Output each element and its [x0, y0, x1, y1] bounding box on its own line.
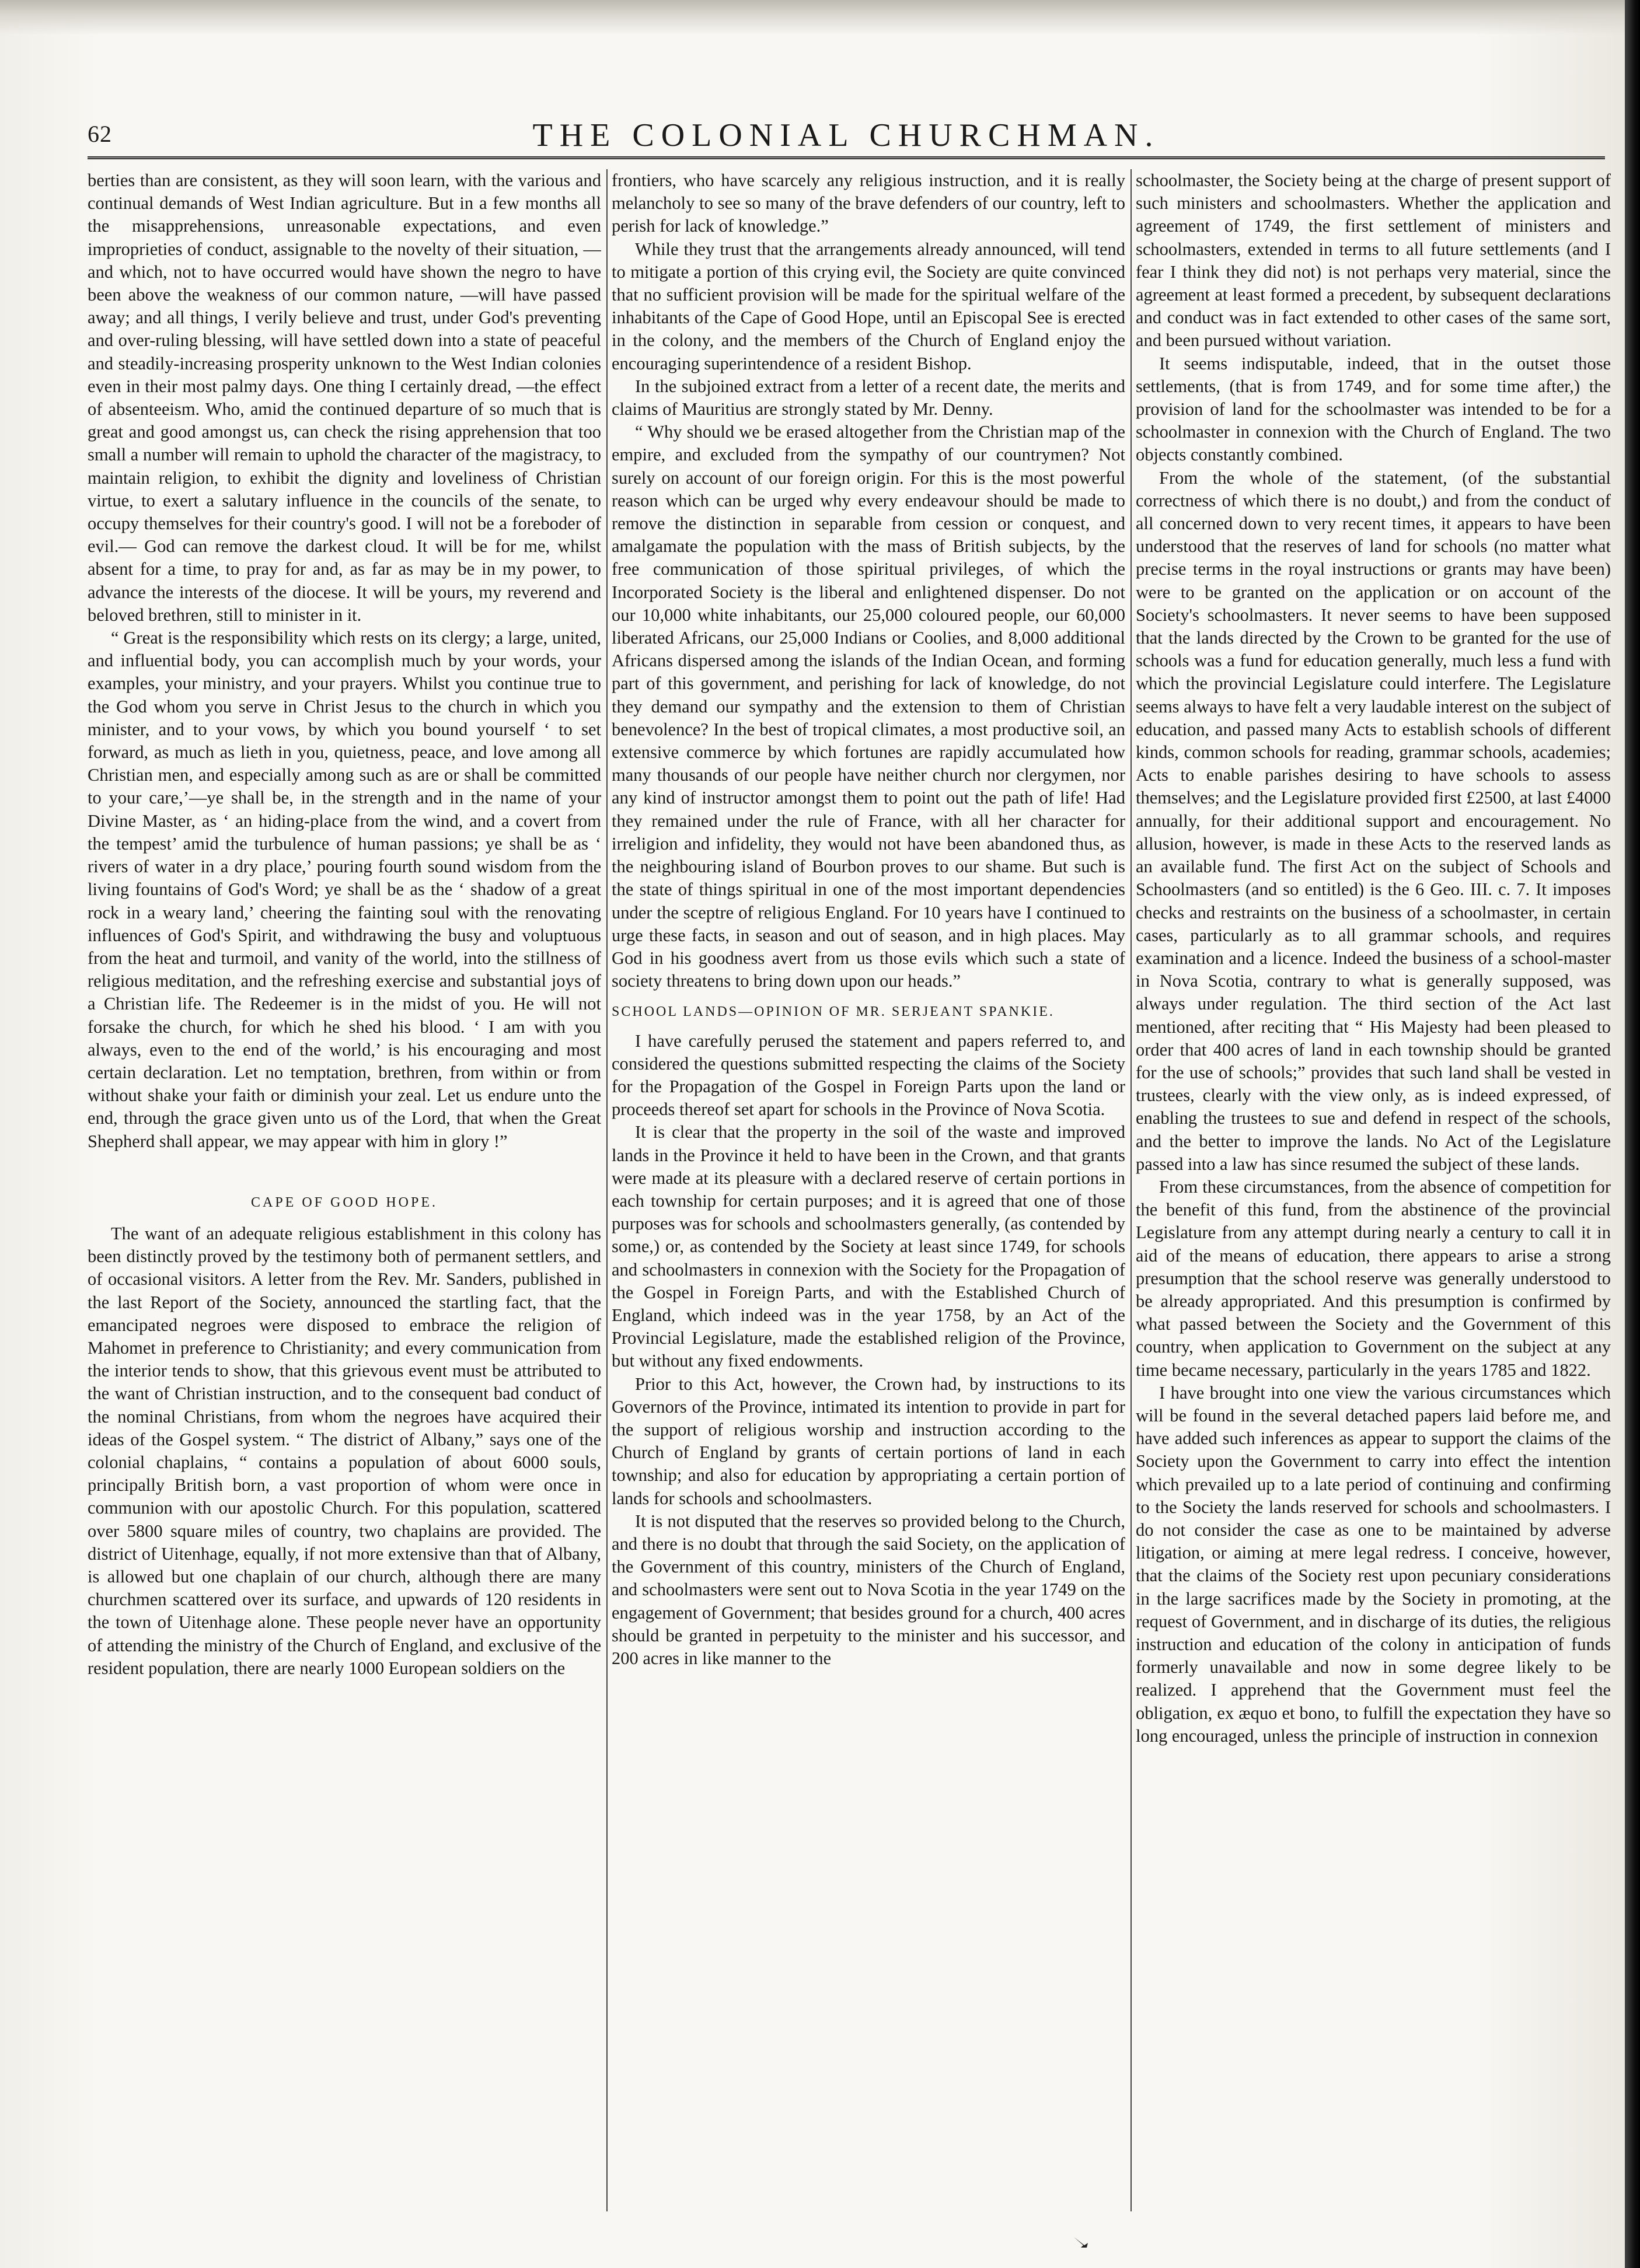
top-edge-shadow — [0, 0, 1640, 35]
paragraph: “ Great is the responsibility which rests on its clergy; a large, united, and influential body, you can accomplish much by your words, your examples, your ministry, and your prayers. Whilst you continue true to the God whom you serve in Christ Jesus to the church in which you minister, and to your vows, by which you bound yourself ‘ to set forward, as much as lieth in you, quietness, peace, and love among all Christian men, and especially among such as are or shall be committed to your care,’—ye shall be, in the strength and in the name of your Divine Master, as ‘ an hiding-place from the wind, and a covert from the tempest’ amid the turbulence of human passions; ye shall be as ‘ rivers of water in a dry place,’ pouring fourth sound wisdom from the living fountains of God's Word; ye shall be as the ‘ shadow of a great rock in a weary land,’ cheering the fainting soul with the renovating influences of God's Spirit, and withdrawing the busy and voluptuous from the heat and turmoil, and vanity of the world, into the stillness of religious meditation, and the refreshing exercise and substantial joys of a Christian life. The Redeemer is in the midst of you. He will not forsake the church, for which he shed his blood. ‘ I am with you always, even to the end of the world,’ is his encouraging and most certain declaration. Let no temptation, brethren, from within or from without shake your faith or diminish your zeal. Let us endure unto the end, through the grace given unto us of the Lord, that when the Great Shepherd shall appear, we may appear with him in glory !” — [88, 628, 601, 1151]
paragraph: While they trust that the arrangements already announced, will tend to mitigate a portion of this crying evil, the Society are quite convinced that no sufficient provision will be made for the spiritual welfare of the inhabitants of the Cape of Good Hope, until an Episcopal See is erected in the colony, and the members of the Church of England enjoy the encouraging superintendence of a resident Bishop. — [612, 239, 1125, 373]
page-number: 62 — [88, 121, 112, 147]
paragraph: From the whole of the statement, (of the substantial correctness of which there is no doubt,) and from the conduct of all concerned down to very recent times, it appears to have been understood that the reserves of land for schools (no matter what precise terms in the royal instructions or grants may have been) were to be granted on the application or on account of the Society's schoolmasters. It never seems to have been supposed that the lands directed by the Crown to be granted for the use of schools was a fund for education generally, much less a fund with which the provincial Legislature could interfere. The Legislature seems always to have felt a very laudable interest on the subject of education, and passed many Acts to establish schools of different kinds, common schools for reading, grammar schools, academies; Acts to enable parishes desiring to have schools to assess themselves; and the Legislature provided first £2500, at last £4000 annually, for their additional support and encouragement. No allusion, however, is made in these Acts to the reserved lands as an available fund. The first Act on the subject of Schools and Schoolmasters (and so entitled) is the 6 Geo. III. c. 7. It imposes checks and restraints on the business of a schoolmaster, in certain cases, particularly as to all grammar schools, and requires examination and a licence. Indeed the business of a school-master in Nova Scotia, contrary to what is generally supposed, was always under regulation. The third section of the Act last mentioned, after reciting that “ His Majesty had been pleased to order that 400 acres of land in each township should be granted for the use of schools;” provides that such land shall be vested in trustees, clearly with the view only, as is indeed expressed, of enabling the trustees to sue and defend in respect of the schools, and the better to improve the lands. No Act of the Legislature passed into a law has since resumed the subject of these lands. — [1136, 467, 1611, 1174]
paragraph: It seems indisputable, indeed, that in the outset those settlements, (that is from 1749, and for some time after,) the provision of land for the schoolmaster was intended to be for a schoolmaster in connexion with the Church of England. The two objects constantly combined. — [1136, 353, 1611, 465]
paragraph: It is not disputed that the reserves so provided belong to the Church, and there is no doubt that through the said Society, on the application of the Government of this country, ministers of the Church of England, and schoolmasters were sent out to Nova Scotia in the year 1749 on the engagement of Government; that besides ground for a church, 400 acres should be granted in perpetuity to the minister and his successor, and 200 acres in like manner to the — [612, 1511, 1125, 1668]
section-title-school-lands: SCHOOL LANDS—OPINION OF MR. SERJEANT SPANKIE. — [612, 1004, 1055, 1020]
column-divider — [606, 169, 608, 2211]
paragraph: It is clear that the property in the soil of the waste and improved lands in the Province it held to have been in the Crown, and that grants were made at its pleasure with a declared reserve of certain portions in each township for certain purposes; and it is agreed that one of those purposes was for schools and schoolmasters generally, (as contended by some,) or, as contended by the Society at least since 1749, for schools and schoolmasters in connexion with the Society for the Propagation of the Gospel in Foreign Parts, and with the Established Church of England, which indeed was in the year 1758, by an Act of the Provincial Legislature, made the established religion of the Province, but without any fixed endowments. — [612, 1122, 1125, 1371]
paragraph: frontiers, who have scarcely any religious instruction, and it is really melancholy to see so many of the brave defenders of our country, left to perish for lack of knowledge.” — [612, 170, 1125, 236]
paragraph: The want of an adequate religious establishment in this colony has been distinctly proved by the testimony both of permanent settlers, and of occasional visitors. A letter from the Rev. Mr. Sanders, published in the last Report of the Society, announced the startling fact, that the emancipated negroes were disposed to embrace the religion of Mahomet in preference to Christianity; and every communication from the interior tends to show, that this grievous event must be attributed to the want of Christian instruction, and to the consequent bad conduct of the nominal Christians, from whom the negroes have acquired their ideas of the Gospel system. “ The district of Albany,” says one of the colonial chaplains, “ contains a population of about 6000 souls, principally British born, a vast proportion of whom were once in communion with our apostolic Church. For this population, scattered over 5800 square miles of country, two chaplains are provided. The district of Uitenhage, equally, if not more extensive than that of Albany, is allowed but one chaplain of our church, although there are many churchmen scattered over its surface, and upwards of 120 residents in the town of Uitenhage alone. These people never have an opportunity of attending the ministry of the Church of England, and exclusive of the resident population, there are nearly 1000 European soldiers on the — [88, 1223, 601, 1678]
section-title-cape-of-good-hope: CAPE OF GOOD HOPE. — [250, 1194, 438, 1210]
paragraph: I have carefully perused the statement and papers referred to, and considered the questions submitted respecting the claims of the Society for the Propagation of the Gospel in Foreign Parts upon the land or proceeds thereof set apart for schools in the Province of Nova Scotia. — [612, 1030, 1125, 1120]
publication-title: THE COLONIAL CHURCHMAN. — [532, 117, 1160, 153]
paragraph: Prior to this Act, however, the Crown had, by instructions to its Governors of the Province, intimated its intention to provide in part for the support of religious worship and instruction according to the Church of England by grants of certain portions of land in each township; and also for education by appropriating a certain portion of lands for schools and schoolmasters. — [612, 1374, 1125, 1508]
header-rule — [88, 156, 1605, 159]
column-1 — [88, 169, 601, 2223]
binding-edge — [1625, 0, 1640, 2268]
spacer — [88, 1153, 601, 1176]
paragraph: I have brought into one view the various circumstances which will be found in the several detached papers laid before me, and have added such inferences as appear to support the claims of the Society upon the Government to carry into effect the intention which prevailed up to a late period of continuing and confirming to the Society the lands reserved for schools and schoolmasters. I do not consider the case as one to be maintained by adverse litigation, or aiming at mere legal redress. I conceive, however, that the claims of the Society rest upon pecuniary considerations in the large sacrifices made by the Society in promoting, at the request of Government, and in discharge of its duties, the religious instruction and education of the colony in anticipation of funds formerly unavailable and now in some degree likely to be realized. I apprehend that the Government must feel the obligation, ex æquo et bono, to fulfill the expectation they have so long encouraged, unless the principle of instruction in connexion — [1136, 1382, 1611, 1746]
column-3 — [1136, 169, 1611, 2223]
article-columns — [88, 169, 1611, 2223]
paragraph: “ Why should we be erased altogether from the Christian map of the empire, and excluded from the sympathy of our countrymen? Not surely on account of our foreign origin. For this is the most powerful reason which can be urged why every endeavour should be made to remove the distinction in separable from cession or conquest, and amalgamate the population with the mass of British subjects, by the free communication of those spiritual privileges, of which the Incorporated Society is the liberal and enlightened dispenser. Do not our 10,000 white inhabitants, our 25,000 coloured people, our 60,000 liberated Africans, our 25,000 Indians or Coolies, and 8,000 additional Africans dispersed among the islands of the Indian Ocean, and forming part of this government, and perishing for lack of knowledge, do not they demand our sympathy and the extension to them of Christian benevolence? In the best of tropical climates, a most productive soil, an extensive commerce by which fortunes are rapidly accumulated how many thousands of our people have neither church nor clergymen, nor any kind of instructor amongst them to point out the path of life! Had they remained under the rule of France, with all her character for irreligion and infidelity, they would not have been abandoned thus, as the neighbouring island of Bourbon proves to our shame. But such is the state of things spiritual in one of the most important dependencies under the sceptre of religious England. For 10 years have I continued to urge these facts, in season and out of season, and in high places. May God in his goodness avert from us those evils which such a state of society threatens to bring down upon our heads.” — [612, 422, 1125, 991]
paragraph: In the subjoined extract from a letter of a recent date, the merits and claims of Mauritius are strongly stated by Mr. Denny. — [612, 376, 1125, 420]
column-divider — [1130, 169, 1132, 2211]
paragraph: From these circumstances, from the absence of competition for the benefit of this fund, from the abstinence of the provincial Legislature from any attempt during nearly a century to call it in aid of the means of education, there appears to arise a strong presumption that the school reserve was generally understood to be already appropriated. And this presumption is confirmed by what passed between the Society and the Government of this country, when application to Government on the subject at any time became necessary, particularly in the years 1785 and 1822. — [1136, 1176, 1611, 1380]
column-2 — [612, 169, 1125, 2223]
paragraph: schoolmaster, the Society being at the charge of present support of such ministers and schoolmasters. Whether the application and agreement of 1749, the first settlement of ministers and schoolmasters, extended in terms to all future settlements (and I fear I think they did not) is not perhaps very material, since the agreement at least formed a precedent, by subsequent declarations and conduct was in fact extended to other cases of the same sort, and been pursued without variation. — [1136, 170, 1611, 351]
printer-mark-icon — [1073, 2236, 1089, 2249]
page-header — [88, 114, 1605, 161]
paragraph: berties than are consistent, as they will soon learn, with the various and continual demands of West Indian agriculture. But in a few months all the misapprehensions, unreasonable expectations, and even improprieties of conduct, assignable to the novelty of their situation, —and which, not to have occurred would have shown the negro to have been above the weakness of our common nature, —will have passed away; and all things, I verily believe and trust, under God's preventing and over-ruling blessing, will have settled down into a state of peaceful and steadily-increasing prosperity unknown to the West Indian colonies even in their most palmy days. One thing I certainly dread, —the effect of absenteeism. Who, amid the continued departure of so much that is great and good amongst us, can check the rising apprehension that too small a number will remain to uphold the character of the magistracy, to maintain religion, to exhibit the dignity and loveliness of Christian virtue, to exert a salutary influence in the councils of the senate, to occupy themselves for their country's good. I will not be a foreboder of evil.— God can remove the darkest cloud. It will be for me, whilst absent for a time, to pray for and, as far as may be in my power, to advance the interests of the diocese. It will be yours, my reverend and beloved brethren, still to minister in it. — [88, 170, 601, 625]
